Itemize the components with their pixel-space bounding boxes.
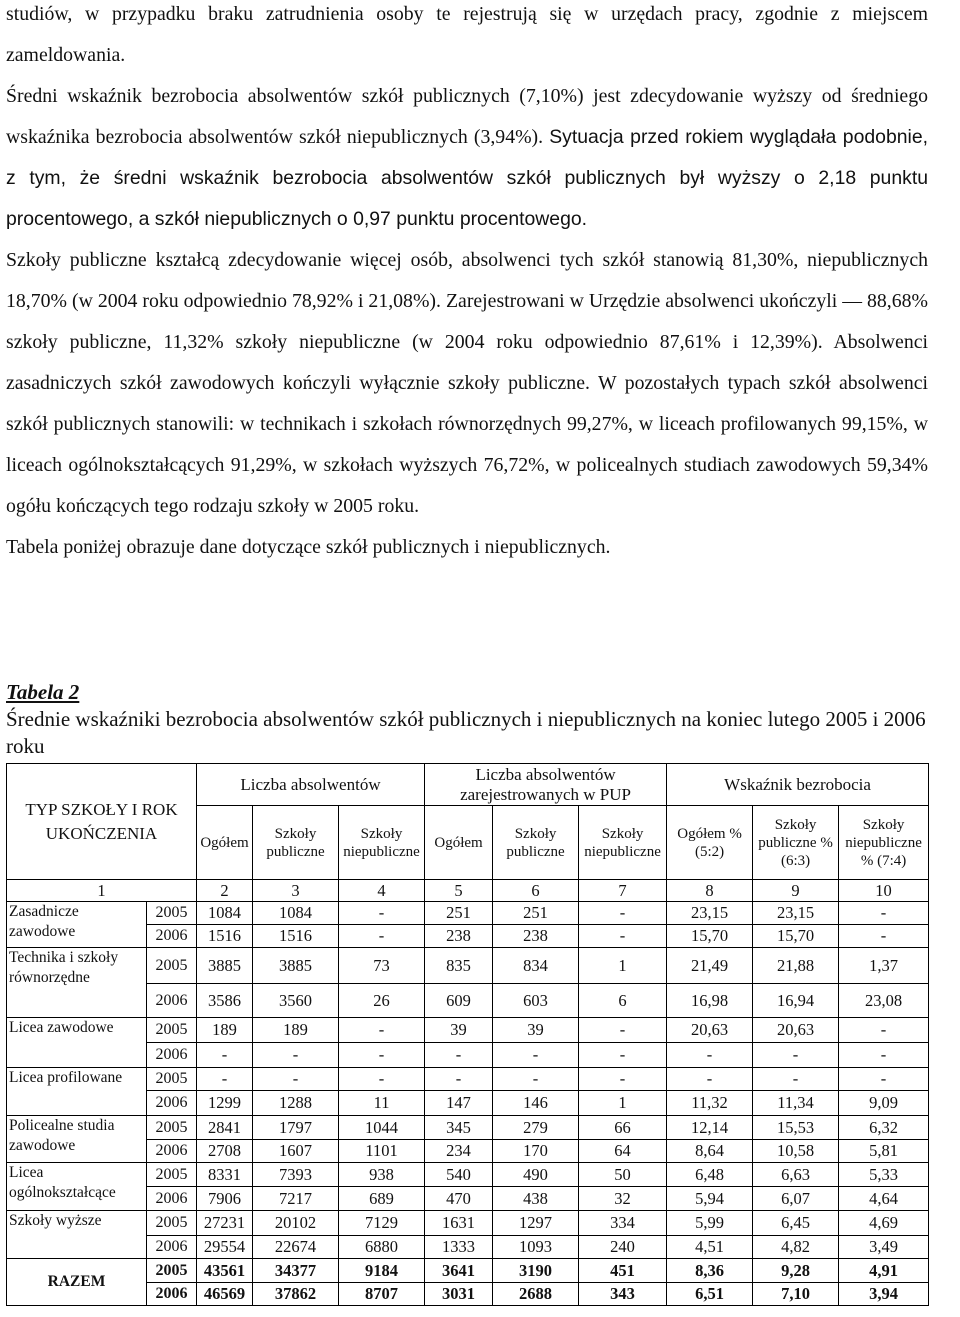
value-cell: 39: [425, 1018, 493, 1043]
value-cell: 251: [493, 902, 579, 925]
value-cell: 23,15: [753, 902, 839, 925]
value-cell: 279: [493, 1116, 579, 1140]
body-text: [6, 0, 928, 568]
value-cell: -: [839, 1068, 929, 1091]
value-cell: 470: [425, 1187, 493, 1211]
value-cell: 15,70: [667, 925, 753, 948]
value-cell: 3641: [425, 1259, 493, 1283]
value-cell: 7,10: [753, 1283, 839, 1306]
value-cell: 6,48: [667, 1163, 753, 1187]
value-cell: 540: [425, 1163, 493, 1187]
value-cell: 9,09: [839, 1091, 929, 1116]
value-cell: 4,91: [839, 1259, 929, 1283]
value-cell: 8,64: [667, 1140, 753, 1163]
value-cell: 1607: [253, 1140, 339, 1163]
value-cell: 1,37: [839, 948, 929, 984]
value-cell: 146: [493, 1091, 579, 1116]
column-number: 7: [579, 880, 667, 902]
value-cell: -: [425, 1043, 493, 1068]
paragraph-2: [6, 76, 928, 240]
table-caption: [6, 679, 946, 760]
year-cell: 2005: [147, 1163, 197, 1187]
value-cell: 1044: [339, 1116, 425, 1140]
value-cell: -: [425, 1068, 493, 1091]
value-cell: 834: [493, 948, 579, 984]
value-cell: 15,70: [753, 925, 839, 948]
value-cell: 343: [579, 1283, 667, 1306]
table-title: Tabela 2: [6, 680, 80, 704]
value-cell: -: [753, 1043, 839, 1068]
paragraph-2-lead: Średni wskaźnik bezrobocia absolwentów szkół publicznych (7,10%) jest zdecydowanie wyższy od średniego wskaźnika bezrobocia absolwentów szkół niepublicznych (3,94%).: [6, 85, 928, 148]
value-cell: 3885: [197, 948, 253, 984]
value-cell: 66: [579, 1116, 667, 1140]
value-cell: 2841: [197, 1116, 253, 1140]
value-cell: 3031: [425, 1283, 493, 1306]
value-cell: 5,99: [667, 1211, 753, 1236]
year-cell: 2006: [147, 984, 197, 1018]
value-cell: 23,08: [839, 984, 929, 1018]
value-cell: 7393: [253, 1163, 339, 1187]
table-row: [7, 1018, 929, 1043]
value-cell: 603: [493, 984, 579, 1018]
value-cell: 6,51: [667, 1283, 753, 1306]
value-cell: 438: [493, 1187, 579, 1211]
year-cell: 2005: [147, 1259, 197, 1283]
school-type-label: RAZEM: [7, 1259, 147, 1306]
value-cell: -: [197, 1043, 253, 1068]
column-number: 3: [253, 880, 339, 902]
value-cell: -: [339, 1018, 425, 1043]
value-cell: -: [493, 1068, 579, 1091]
value-cell: -: [339, 902, 425, 925]
value-cell: 1797: [253, 1116, 339, 1140]
value-cell: 64: [579, 1140, 667, 1163]
value-cell: 2688: [493, 1283, 579, 1306]
school-type-label: Policealne studia zawodowe: [7, 1116, 147, 1163]
table-row: [7, 1163, 929, 1187]
value-cell: 1333: [425, 1236, 493, 1259]
value-cell: 1084: [197, 902, 253, 925]
value-cell: 1093: [493, 1236, 579, 1259]
year-cell: 2006: [147, 1091, 197, 1116]
header-reg-nonpublic: Szkoły niepubliczne: [579, 806, 667, 880]
value-cell: 32: [579, 1187, 667, 1211]
school-type-label: Szkoły wyższe: [7, 1211, 147, 1259]
value-cell: 3,49: [839, 1236, 929, 1259]
column-number: 4: [339, 880, 425, 902]
value-cell: -: [579, 1068, 667, 1091]
column-number: 1: [7, 880, 197, 902]
year-cell: 2005: [147, 1211, 197, 1236]
value-cell: -: [579, 1043, 667, 1068]
header-graduates: Liczba absolwentów: [197, 764, 425, 806]
value-cell: 46569: [197, 1283, 253, 1306]
value-cell: -: [197, 1068, 253, 1091]
value-cell: 251: [425, 902, 493, 925]
value-cell: 50: [579, 1163, 667, 1187]
value-cell: 16,94: [753, 984, 839, 1018]
value-cell: 609: [425, 984, 493, 1018]
value-cell: 43561: [197, 1259, 253, 1283]
value-cell: 1288: [253, 1091, 339, 1116]
header-registered: Liczba absolwentów zarejestrowanych w PUP: [425, 764, 667, 806]
paragraph-2-tail: Sytuacja przed rokiem wyglądała podobnie, z tym, że średni wskaźnik bezrobocia absolwentów szkół publicznych był wyższy o 2,18 punktu procentowego, a szkół niepublicznych o 0,97 punktu procentowego.: [6, 126, 928, 230]
table-subtitle: Średnie wskaźniki bezrobocia absolwentów szkół publicznych i niepublicznych na koniec lutego 2005 i 2006 roku: [6, 707, 926, 758]
value-cell: 6,63: [753, 1163, 839, 1187]
column-number-row: [7, 880, 929, 902]
table-row: [7, 902, 929, 925]
value-cell: 22674: [253, 1236, 339, 1259]
value-cell: 334: [579, 1211, 667, 1236]
value-cell: 16,98: [667, 984, 753, 1018]
value-cell: 29554: [197, 1236, 253, 1259]
value-cell: 6: [579, 984, 667, 1018]
value-cell: -: [667, 1043, 753, 1068]
value-cell: -: [839, 1043, 929, 1068]
year-cell: 2005: [147, 1018, 197, 1043]
value-cell: 234: [425, 1140, 493, 1163]
value-cell: 26: [339, 984, 425, 1018]
header-ind-total: Ogółem % (5:2): [667, 806, 753, 880]
school-type-label: Zasadnicze zawodowe: [7, 902, 147, 948]
header-nonpublic: Szkoły niepubliczne: [339, 806, 425, 880]
value-cell: 689: [339, 1187, 425, 1211]
value-cell: 189: [197, 1018, 253, 1043]
value-cell: 451: [579, 1259, 667, 1283]
value-cell: 21,49: [667, 948, 753, 984]
value-cell: -: [339, 925, 425, 948]
header-reg-public: Szkoły publiczne: [493, 806, 579, 880]
value-cell: 835: [425, 948, 493, 984]
value-cell: -: [579, 925, 667, 948]
value-cell: 39: [493, 1018, 579, 1043]
year-cell: 2006: [147, 1187, 197, 1211]
header-reg-total: Ogółem: [425, 806, 493, 880]
year-cell: 2006: [147, 1043, 197, 1068]
value-cell: 5,94: [667, 1187, 753, 1211]
school-type-label: Licea profilowane: [7, 1068, 147, 1116]
school-type-label: Licea zawodowe: [7, 1018, 147, 1068]
value-cell: 12,14: [667, 1116, 753, 1140]
value-cell: -: [579, 902, 667, 925]
value-cell: -: [839, 925, 929, 948]
table-row: [7, 1068, 929, 1091]
school-type-label: Licea ogólnokształcące: [7, 1163, 147, 1211]
table-row: [7, 948, 929, 984]
value-cell: 6,07: [753, 1187, 839, 1211]
value-cell: 23,15: [667, 902, 753, 925]
value-cell: -: [753, 1068, 839, 1091]
column-number: 5: [425, 880, 493, 902]
value-cell: 11,32: [667, 1091, 753, 1116]
value-cell: 189: [253, 1018, 339, 1043]
header-indicator: Wskaźnik bezrobocia: [667, 764, 929, 806]
year-cell: 2006: [147, 1236, 197, 1259]
value-cell: 3560: [253, 984, 339, 1018]
value-cell: 5,33: [839, 1163, 929, 1187]
value-cell: 8707: [339, 1283, 425, 1306]
year-cell: 2005: [147, 1116, 197, 1140]
paragraph-1: studiów, w przypadku braku zatrudnienia osoby te rejestrują się w urzędach pracy, zgodnie z miejscem zameldowania.: [6, 3, 928, 66]
value-cell: 1516: [197, 925, 253, 948]
value-cell: 37862: [253, 1283, 339, 1306]
column-number: 9: [753, 880, 839, 902]
value-cell: 170: [493, 1140, 579, 1163]
value-cell: 2708: [197, 1140, 253, 1163]
value-cell: 20102: [253, 1211, 339, 1236]
value-cell: 1: [579, 948, 667, 984]
column-number: 10: [839, 880, 929, 902]
year-cell: 2005: [147, 948, 197, 984]
column-number: 8: [667, 880, 753, 902]
header-ind-public: Szkoły publiczne % (6:3): [753, 806, 839, 880]
value-cell: -: [339, 1043, 425, 1068]
value-cell: 490: [493, 1163, 579, 1187]
value-cell: 3,94: [839, 1283, 929, 1306]
value-cell: 21,88: [753, 948, 839, 984]
value-cell: 238: [425, 925, 493, 948]
value-cell: 1516: [253, 925, 339, 948]
paragraph-4: Tabela poniżej obrazuje dane dotyczące szkół publicznych i niepublicznych.: [6, 536, 611, 558]
value-cell: 1299: [197, 1091, 253, 1116]
value-cell: 20,63: [753, 1018, 839, 1043]
value-cell: -: [839, 902, 929, 925]
value-cell: -: [579, 1018, 667, 1043]
value-cell: 9,28: [753, 1259, 839, 1283]
value-cell: 73: [339, 948, 425, 984]
table-row: [7, 1116, 929, 1140]
value-cell: 1631: [425, 1211, 493, 1236]
value-cell: -: [253, 1068, 339, 1091]
value-cell: 7217: [253, 1187, 339, 1211]
column-number: 2: [197, 880, 253, 902]
table-row: [7, 1259, 929, 1283]
year-cell: 2006: [147, 1140, 197, 1163]
year-cell: 2005: [147, 902, 197, 925]
value-cell: 1297: [493, 1211, 579, 1236]
value-cell: 6,32: [839, 1116, 929, 1140]
paragraph-3: Szkoły publiczne kształcą zdecydowanie więcej osób, absolwenci tych szkół stanowią 81,30%, niepublicznych 18,70% (w 2004 roku odpowiednio 78,92% i 21,08%). Zarejestrowani w Urzędzie absolwenci ukończyli — 88,68% szkoły publiczne, 11,32% szkoły niepubliczne (w 2004 roku odpowiednio 87,61% i 12,39%). Absolwenci zasadniczych szkół zawodowych kończyli wyłącznie szkoły publiczne. W pozostałych typach szkół absolwenci szkół publicznych stanowili: w technikach i szkołach równorzędnych 99,27%, w liceach profilowanych 99,15%, w liceach ogólnokształcących 91,29%, w szkołach wyższych 76,72%, w policealnych studiach zawodowych 59,34% ogółu kończących tego rodzaju szkoły w 2005 roku.: [6, 249, 928, 517]
value-cell: -: [667, 1068, 753, 1091]
year-cell: 2005: [147, 1068, 197, 1091]
value-cell: 4,51: [667, 1236, 753, 1259]
value-cell: 20,63: [667, 1018, 753, 1043]
value-cell: 8331: [197, 1163, 253, 1187]
value-cell: 238: [493, 925, 579, 948]
value-cell: 11: [339, 1091, 425, 1116]
value-cell: 15,53: [753, 1116, 839, 1140]
year-cell: 2006: [147, 1283, 197, 1306]
value-cell: -: [339, 1068, 425, 1091]
value-cell: 34377: [253, 1259, 339, 1283]
unemployment-table: [6, 763, 929, 1306]
value-cell: -: [493, 1043, 579, 1068]
year-cell: 2006: [147, 925, 197, 948]
value-cell: 27231: [197, 1211, 253, 1236]
header-public: Szkoły publiczne: [253, 806, 339, 880]
table-row: [7, 1211, 929, 1236]
value-cell: 8,36: [667, 1259, 753, 1283]
value-cell: 7129: [339, 1211, 425, 1236]
value-cell: 3190: [493, 1259, 579, 1283]
value-cell: 9184: [339, 1259, 425, 1283]
value-cell: 5,81: [839, 1140, 929, 1163]
header-ind-nonpublic: Szkoły niepubliczne % (7:4): [839, 806, 929, 880]
value-cell: 11,34: [753, 1091, 839, 1116]
school-type-label: Technika i szkoły równorzędne: [7, 948, 147, 1018]
value-cell: 1101: [339, 1140, 425, 1163]
value-cell: 240: [579, 1236, 667, 1259]
value-cell: 4,64: [839, 1187, 929, 1211]
value-cell: 938: [339, 1163, 425, 1187]
column-number: 6: [493, 880, 579, 902]
value-cell: -: [253, 1043, 339, 1068]
value-cell: -: [839, 1018, 929, 1043]
value-cell: 4,69: [839, 1211, 929, 1236]
value-cell: 1084: [253, 902, 339, 925]
value-cell: 147: [425, 1091, 493, 1116]
value-cell: 6,45: [753, 1211, 839, 1236]
value-cell: 6880: [339, 1236, 425, 1259]
value-cell: 4,82: [753, 1236, 839, 1259]
value-cell: 10,58: [753, 1140, 839, 1163]
header-total: Ogółem: [197, 806, 253, 880]
value-cell: 1: [579, 1091, 667, 1116]
value-cell: 3885: [253, 948, 339, 984]
value-cell: 3586: [197, 984, 253, 1018]
value-cell: 7906: [197, 1187, 253, 1211]
header-type: TYP SZKOŁY I ROK UKOŃCZENIA: [7, 764, 197, 880]
value-cell: 345: [425, 1116, 493, 1140]
